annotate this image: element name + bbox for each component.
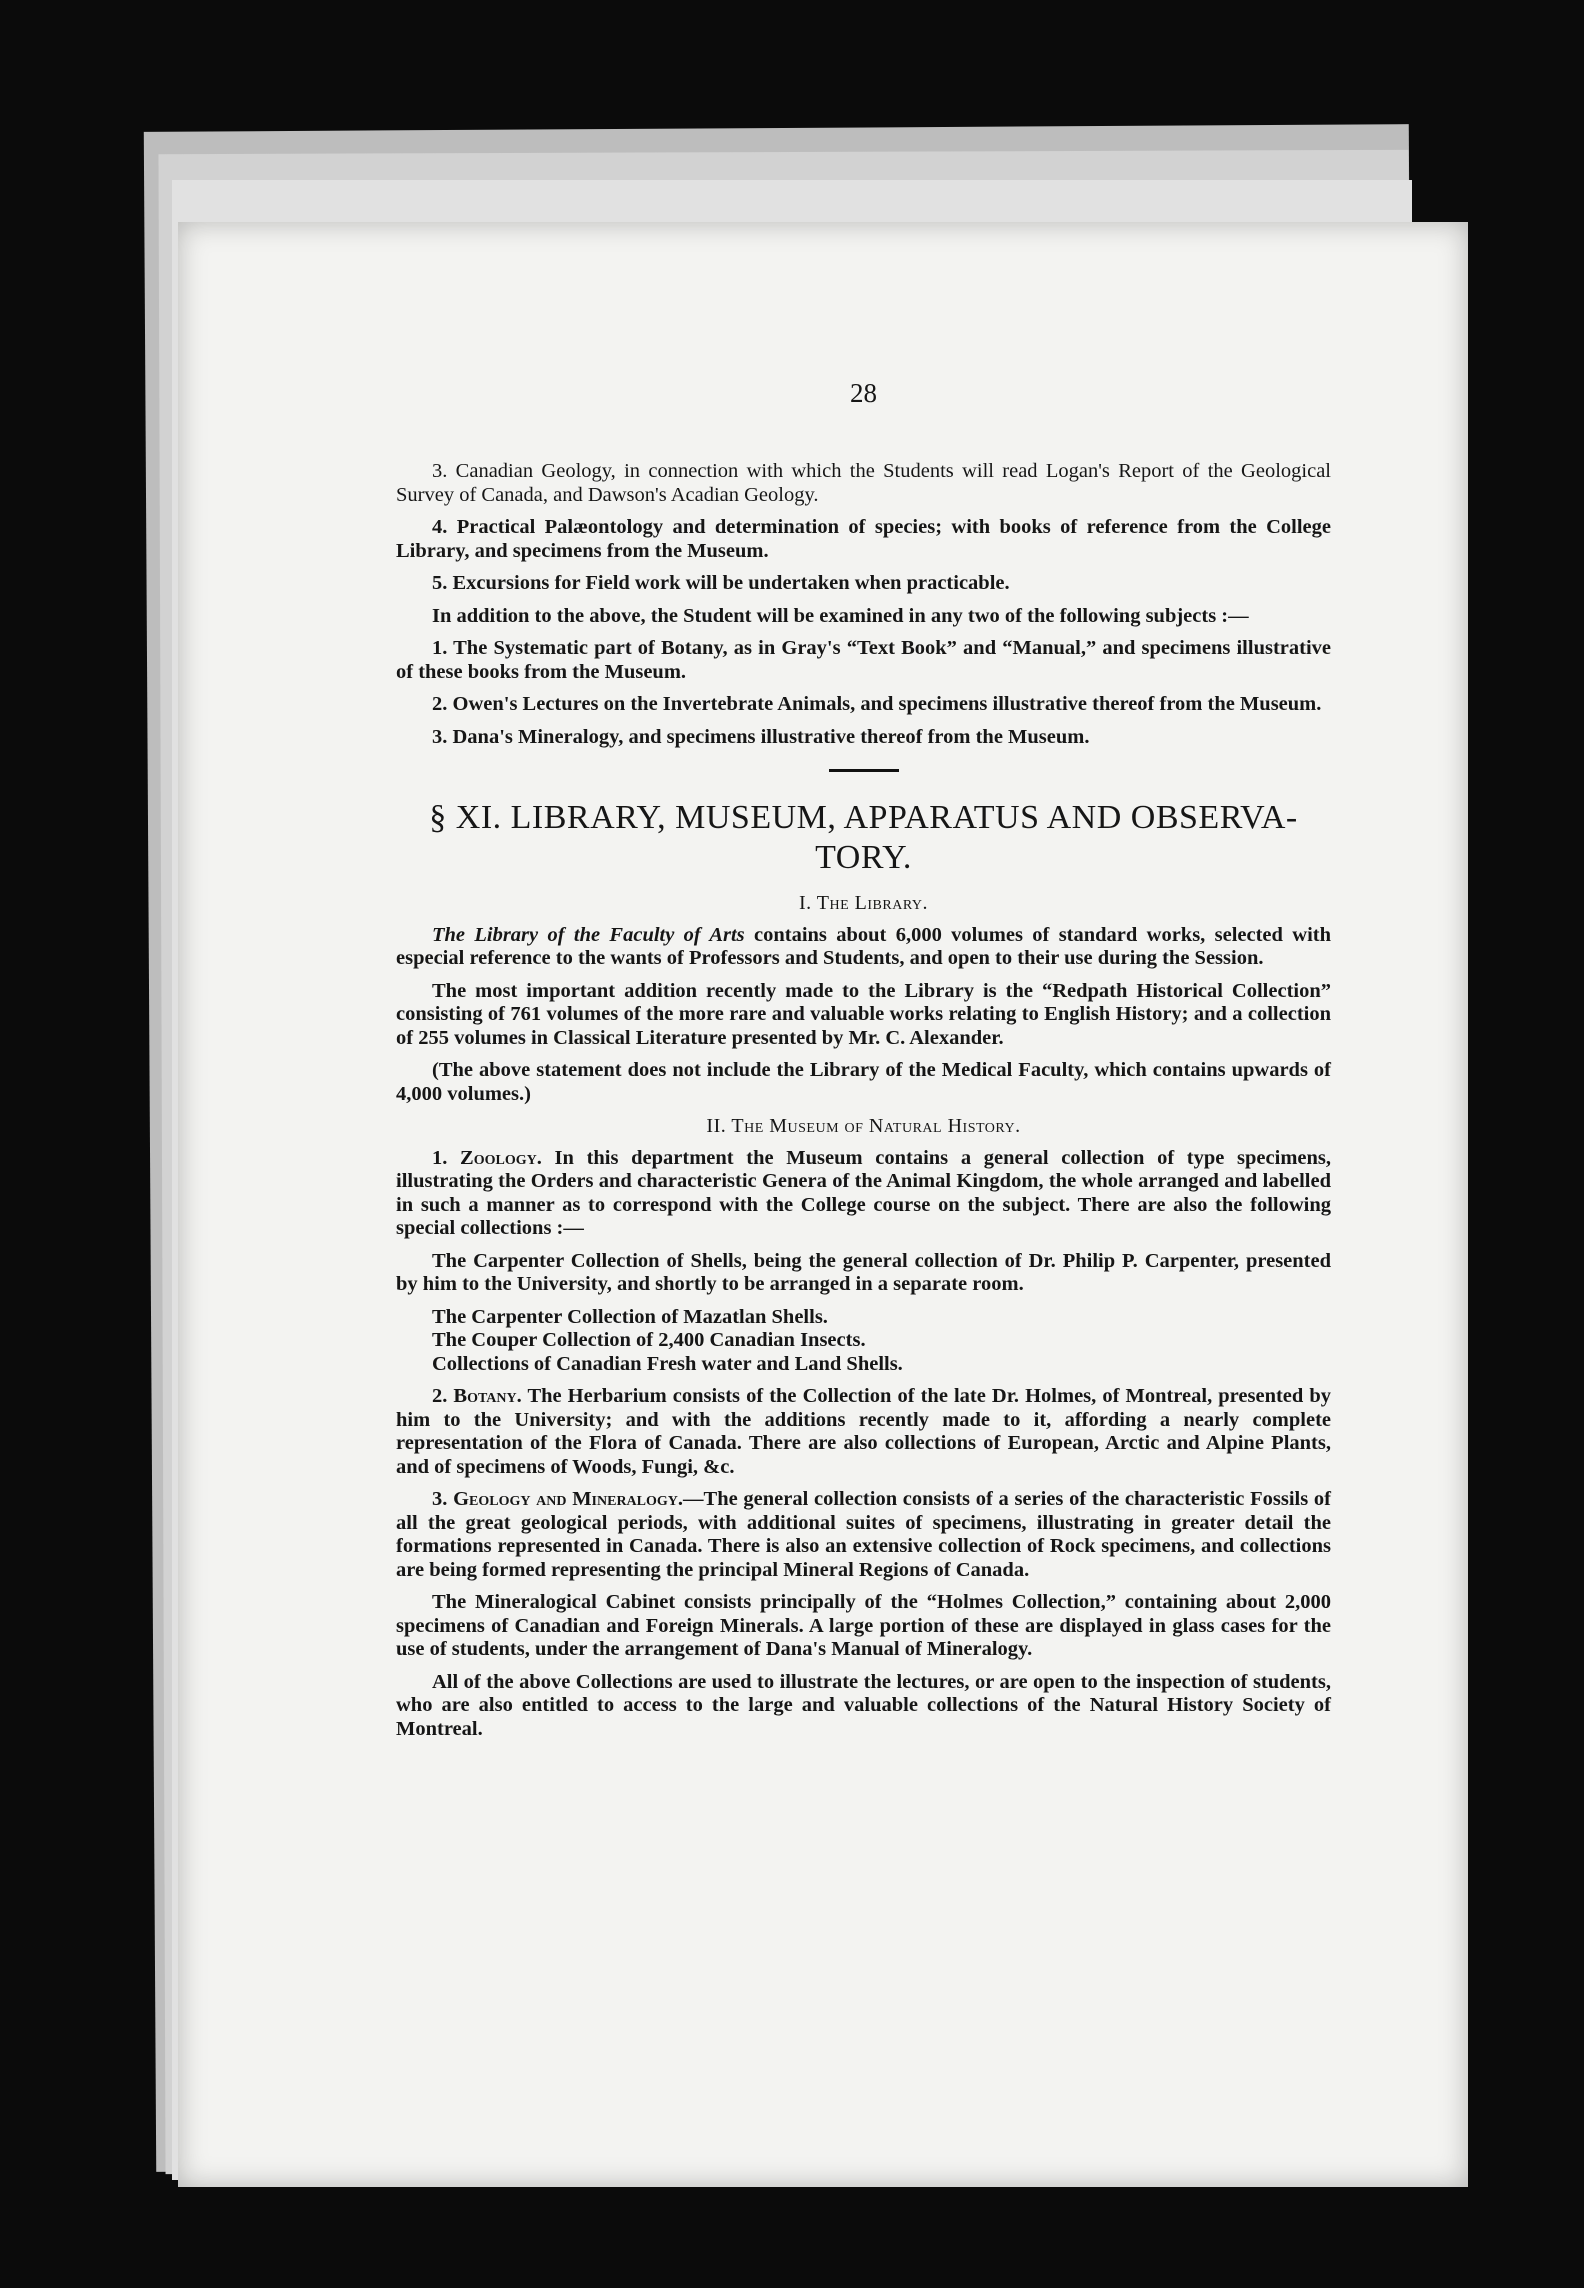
paragraph: The most important addition recently made to the Library is the “Redpath Historical Collection” consisting of 761 volumes of the more rare and valuable works relating to English History; and a collection of 255 volumes in Classical Literature presented by Mr. C. Alexander. [396,979,1331,1049]
paragraph: 3. Dana's Mineralogy, and specimens illustrative thereof from the Museum. [432,725,1090,748]
section-title [396,798,1331,878]
paragraph: In addition to the above, the Student will be examined in any two of the following subjects :— [432,604,1249,627]
page-content [396,378,1332,1750]
list-item: The Couper Collection of 2,400 Canadian Insects. [432,1329,866,1351]
paragraph [396,924,1331,971]
paragraph-text: contains about 6,000 volumes of standard works, selected with especial reference to the wants of Professors and Students, and open to their use during the Session. [396,923,1331,969]
paragraph: The Carpenter Collection of Shells, being the general collection of Dr. Philip P. Carpenter, presented by him to the University, and shortly to be arranged in a separate room. [396,1249,1331,1295]
paragraph: (The above statement does not include the Library of the Medical Faculty, which contains upwards of 4,000 volumes.) [396,1059,1331,1105]
section-title-line: § XI. LIBRARY, MUSEUM, APPARATUS AND OBSERVA- [429,799,1298,836]
page-number: 28 [850,378,877,408]
list-item: Collections of Canadian Fresh water and Land Shells. [432,1352,903,1375]
museum-heading: II. The Museum of Natural History. [706,1115,1021,1137]
paragraph [396,1488,1331,1582]
paragraph-label: 1. Zoology. [432,1146,542,1169]
paragraph-label: 2. Botany. [432,1385,522,1407]
italic-phrase: The Library of the Faculty of Arts [432,923,745,946]
section-title-line: TORY. [815,839,912,876]
library-heading: I. The Library. [798,892,929,914]
paragraph: 5. Excursions for Field work will be undertaken when practicable. [432,572,1010,594]
paragraph: 1. The Systematic part of Botany, as in Gray's “Text Book” and “Manual,” and specimens illustrative of these books from the Museum. [396,637,1331,683]
paragraph: 2. Owen's Lectures on the Invertebrate Animals, and specimens illustrative thereof from the Museum. [432,693,1322,715]
paragraph-text: —The general collection consists of a series of the characteristic Fossils of all the great geological periods, with additional suites of specimens, illustrating in greater detail the formations represented in Canada. There is also an extensive collection of Rock specimens, and collections are being formed representing the principal Mineral Regions of Canada. [396,1488,1331,1581]
list-item: The Carpenter Collection of Mazatlan Shells. [432,1305,828,1328]
paragraph: All of the above Collections are used to illustrate the lectures, or are open to the inspection of students, who are also entitled to access to the large and valuable collections of the Natural History Society of Montreal. [396,1670,1331,1740]
paragraph-text: The Herbarium consists of the Collection of the late Dr. Holmes, of Montreal, presented by him to the University; and with the additions recently made to it, affording a nearly complete representation of the Flora of Canada. There are also collections of European, Arctic and Alpine Plants, and of specimens of Woods, Fungi, &c. [396,1385,1332,1478]
paragraph-text: In this department the Museum contains a general collection of type specimens, illustrating the Orders and characteristic Genera of the Animal Kingdom, the whole arranged and labelled in such a manner as to correspond with the College course on the subject. There are also the following special collections :— [396,1146,1332,1239]
paragraph: 3. Canadian Geology, in connection with which the Students will read Logan's Report of the Geological Survey of Canada, and Dawson's Acadian Geology. [396,460,1331,506]
paragraph-label: 3. Geology and Mineralogy. [432,1488,684,1510]
section-divider [829,769,899,772]
paragraph [396,1385,1331,1479]
paragraph: The Mineralogical Cabinet consists principally of the “Holmes Collection,” containing about 2,000 specimens of Canadian and Foreign Minerals. A large portion of these are displayed in glass cases for the use of students, under the arrangement of Dana's Manual of Mineralogy. [396,1591,1331,1660]
paragraph: 4. Practical Palæontology and determination of species; with books of reference from the College Library, and specimens from the Museum. [396,516,1331,562]
paragraph [396,1147,1331,1241]
